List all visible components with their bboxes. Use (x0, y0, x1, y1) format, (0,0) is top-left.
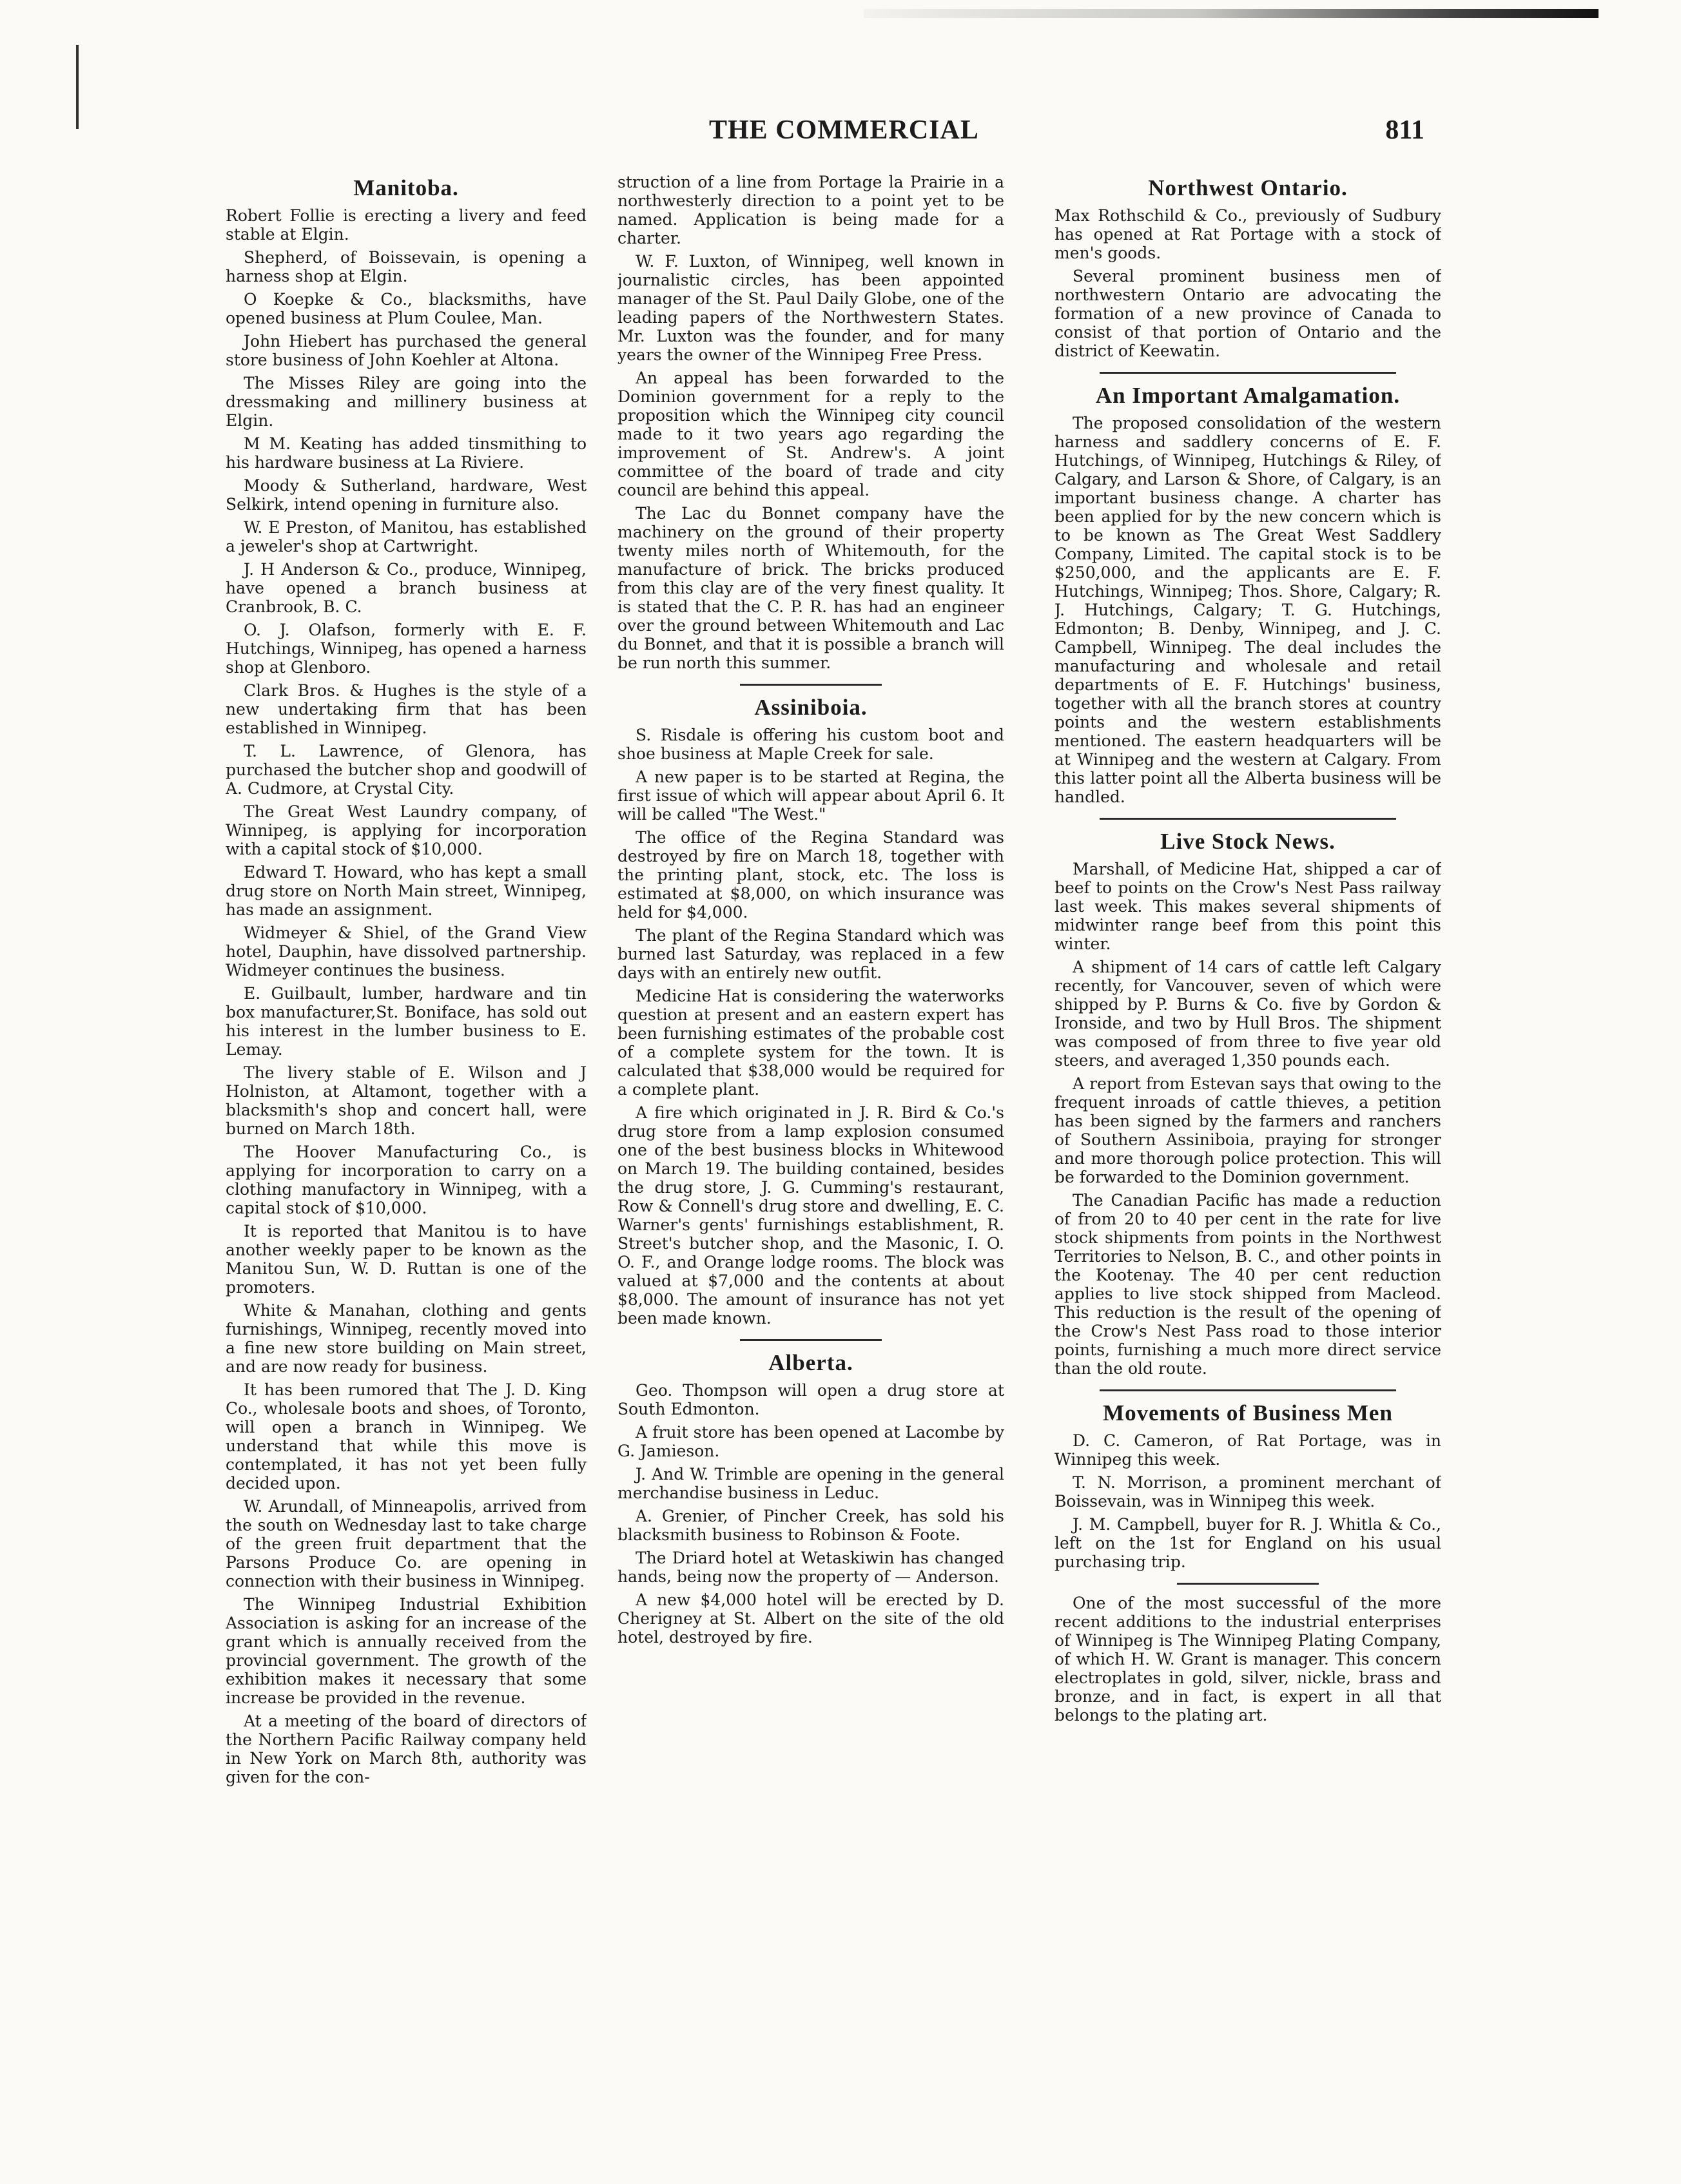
section-heading-assiniboia: Assiniboia. (754, 695, 868, 720)
margin-mark (76, 45, 79, 129)
news-item: The Canadian Pacific has made a reduction of from 20 to 40 per cent in the rate for live stock shipments from points in the Northwest Territories to Nelson, B. C., and other points in the Kootenay. The 40 per cent reduction applies to live stock shipped from Macleod. This reduction is the result of the opening of the Crow's Nest Pass road to those interior points, furnishing a much more direct service than the old route. (1054, 1191, 1441, 1378)
section-heading-manitoba: Manitoba. (353, 175, 459, 200)
section-heading-northwest-ontario: Northwest Ontario. (1148, 175, 1348, 200)
section-heading-alberta: Alberta. (768, 1350, 853, 1375)
news-item: It is reported that Manitou is to have another weekly paper to be known as the Manitou Sun, W. D. Ruttan is one of the promoters. (226, 1222, 587, 1297)
section-divider (740, 1339, 882, 1341)
news-item: J. M. Campbell, buyer for R. J. Whitla & Co., left on the 1st for England on his usual purchasing trip. (1054, 1515, 1441, 1571)
news-item: Several prominent business men of northwestern Ontario are advocating the formation of a new province of Canada to consist of that portion of Ontario and the district of Keewatin. (1054, 267, 1441, 360)
news-item: A new $4,000 hotel will be erected by D. Cherigney at St. Albert on the site of the old hotel, destroyed by fire. (617, 1590, 1004, 1647)
news-item: O. J. Olafson, formerly with E. F. Hutchings, Winnipeg, has opened a harness shop at Glenboro. (226, 621, 587, 677)
manitoba-items (226, 206, 587, 1786)
news-item: W. F. Luxton, of Winnipeg, well known in journalistic circles, has been appointed manager of the St. Paul Daily Globe, one of the leading papers of the Northwestern States. Mr. Luxton was the founder, and for many years the owner of the Winnipeg Free Press. (617, 252, 1004, 364)
news-item: W. E Preston, of Manitou, has established a jeweler's shop at Cartwright. (226, 518, 587, 556)
page-title: THE COMMERCIAL (709, 115, 979, 145)
news-item: Medicine Hat is considering the waterworks question at present and an eastern expert has been furnishing estimates of the probable cost of a complete system for the town. It is calculated that $38,000 would be required for a complete plant. (617, 987, 1004, 1099)
news-item: Edward T. Howard, who has kept a small drug store on North Main street, Winnipeg, has made an assignment. (226, 863, 587, 919)
section-divider (740, 684, 882, 686)
news-item: T. N. Morrison, a prominent merchant of Boissevain, was in Winnipeg this week. (1054, 1473, 1441, 1511)
news-item: White & Manahan, clothing and gents furnishings, Winnipeg, recently moved into a fine new store building on Main street, and are now ready for business. (226, 1301, 587, 1376)
column-manitoba (226, 173, 587, 2164)
news-item: The office of the Regina Standard was destroyed by fire on March 18, together with the printing plant, stock, etc. The loss is estimated at $8,000, on which insurance was held for $4,000. (617, 828, 1004, 922)
news-item: struction of a line from Portage la Prairie in a northwesterly direction to a point yet to be named. Application is being made for a charter. (617, 173, 1004, 247)
news-item: A report from Estevan says that owing to the frequent inroads of cattle thieves, a petition has been signed by the farmers and ranchers of Southern Assiniboia, praying for stronger and more thorough police protection. This will be forwarded to the Dominion government. (1054, 1074, 1441, 1186)
news-item: T. L. Lawrence, of Glenora, has purchased the butcher shop and goodwill of A. Cudmore, at Crystal City. (226, 742, 587, 798)
news-item: Marshall, of Medicine Hat, shipped a car of beef to points on the Crow's Nest Pass railway last week. This makes several shipments of midwinter range beef from this point this winter. (1054, 860, 1441, 953)
news-item: A new paper is to be started at Regina, the first issue of which will appear about April 6. It will be called "The West." (617, 768, 1004, 824)
news-item: A shipment of 14 cars of cattle left Calgary recently, for Vancouver, seven of which were shipped by P. Burns & Co. five by Gordon & Ironside, and two by Hull Bros. The shipment was composed of from three to five year old steers, and averaged 1,350 pounds each. (1054, 958, 1441, 1070)
news-item: At a meeting of the board of directors of the Northern Pacific Railway company held in New York on March 8th, authority was given for the con- (226, 1712, 587, 1786)
news-item: One of the most successful of the more recent additions to the industrial enterprises of Winnipeg is The Winnipeg Plating Company, of which H. W. Grant is manager. This concern electroplates in gold, silver, nickle, brass and bronze, and in fact, is expert in all that belongs to the plating art. (1054, 1594, 1441, 1725)
column-right (1054, 173, 1441, 2164)
section-divider (1100, 372, 1396, 374)
news-item: The Driard hotel at Wetaskiwin has changed hands, being now the property of — Anderson. (617, 1549, 1004, 1586)
news-item: Shepherd, of Boissevain, is opening a harness shop at Elgin. (226, 248, 587, 285)
news-item: The plant of the Regina Standard which was burned last Saturday, was replaced in a few days with an entirely new outfit. (617, 926, 1004, 982)
news-item: The Winnipeg Industrial Exhibition Association is asking for an increase of the grant which is annually received from the provincial government. The growth of the exhibition makes it necessary that some increase be provided in the revenue. (226, 1595, 587, 1707)
page-number: 811 (1385, 115, 1424, 145)
news-item: S. Risdale is offering his custom boot and shoe business at Maple Creek for sale. (617, 726, 1004, 763)
news-item: E. Guilbault, lumber, hardware and tin box manufacturer,St. Boniface, has sold out his interest in the lumber business to E. Lemay. (226, 984, 587, 1059)
section-heading-amalgamation: An Important Amalgamation. (1095, 383, 1401, 408)
section-divider (1100, 1389, 1396, 1391)
news-item: The livery stable of E. Wilson and J Holniston, at Altamont, together with a blacksmith's shop and concert hall, were burned on March 18th. (226, 1063, 587, 1138)
top-border-rule (864, 9, 1598, 18)
news-item: W. Arundall, of Minneapolis, arrived from the south on Wednesday last to take charge of the green fruit department that the Parsons Produce Co. are opening in connection with their business in Winnipeg. (226, 1497, 587, 1590)
news-item: Max Rothschild & Co., previously of Sudbury has opened at Rat Portage with a stock of men's goods. (1054, 206, 1441, 262)
news-item: O Koepke & Co., blacksmiths, have opened business at Plum Coulee, Man. (226, 290, 587, 327)
section-divider (1100, 818, 1396, 820)
news-item: Clark Bros. & Hughes is the style of a new undertaking firm that has been established in Winnipeg. (226, 681, 587, 737)
news-item: Robert Follie is erecting a livery and feed stable at Elgin. (226, 206, 587, 244)
news-item: The proposed consolidation of the western harness and saddlery concerns of E. F. Hutchings, of Winnipeg, Hutchings & Riley, of Calgary, and Larson & Shore, of Calgary, is an important business change. A charter has been applied for by the new concern which is to be known as The Great West Saddlery Company, Limited. The capital stock is to be $250,000, and the applicants are E. F. Hutchings, Winnipeg; Thos. Shore, Calgary; R. J. Hutchings, Calgary; T. G. Hutchings, Edmonton; B. Denby, Winnipeg, and J. C. Campbell, Winnipeg. The deal includes the manufacturing and wholesale and retail departments of E. F. Hutchings' business, together with all the branch stores at country points and the western establishments mentioned. The eastern headquarters will be at Winnipeg and the western at Calgary. From this latter point all the Alberta business will be handled. (1054, 414, 1441, 806)
news-item: D. C. Cameron, of Rat Portage, was in Winnipeg this week. (1054, 1431, 1441, 1469)
news-item: A fruit store has been opened at Lacombe by G. Jamieson. (617, 1423, 1004, 1460)
news-item: The Hoover Manufacturing Co., is applying for incorporation to carry on a clothing manufactory in Winnipeg, with a capital stock of $10,000. (226, 1143, 587, 1217)
news-item: The Misses Riley are going into the dressmaking and millinery business at Elgin. (226, 374, 587, 430)
news-item: Widmeyer & Shiel, of the Grand View hotel, Dauphin, have dissolved partnership. Widmeyer continues the business. (226, 923, 587, 980)
news-item: John Hiebert has purchased the general store business of John Koehler at Altona. (226, 332, 587, 369)
news-item: M M. Keating has added tinsmithing to his hardware business at La Riviere. (226, 434, 587, 472)
section-divider (1177, 1583, 1319, 1585)
news-item: J. H Anderson & Co., produce, Winnipeg, have opened a branch business at Cranbrook, B. C. (226, 560, 587, 616)
news-item: It has been rumored that The J. D. King Co., wholesale boots and shoes, of Toronto, will open a branch in Winnipeg. We understand that while this move is contemplated, it has not yet been fully decided upon. (226, 1380, 587, 1493)
news-item: An appeal has been forwarded to the Dominion government for a reply to the proposition which the Winnipeg city council made to it two years ago regarding the improvement of St. Andrew's. A joint committee of the board of trade and city council are behind this appeal. (617, 369, 1004, 499)
column-middle (617, 173, 1004, 2164)
section-heading-live-stock: Live Stock News. (1160, 829, 1336, 854)
news-item: J. And W. Trimble are opening in the general merchandise business in Leduc. (617, 1465, 1004, 1502)
news-item: A fire which originated in J. R. Bird & Co.'s drug store from a lamp explosion consumed one of the best business blocks in Whitewood on March 19. The building contained, besides the drug store, J. G. Cumming's restaurant, Row & Connell's drug store and dwelling, E. C. Warner's gents' furnishings establishment, R. Street's butcher shop, and the Masonic, I. O. O. F., and Orange lodge rooms. The block was valued at $7,000 and the contents at about $8,000. The amount of insurance has not yet been made known. (617, 1103, 1004, 1328)
news-item: The Great West Laundry company, of Winnipeg, is applying for incorporation with a capital stock of $10,000. (226, 802, 587, 858)
news-item: Moody & Sutherland, hardware, West Selkirk, intend opening in furniture also. (226, 476, 587, 514)
news-item: Geo. Thompson will open a drug store at South Edmonton. (617, 1381, 1004, 1418)
section-heading-movements: Movements of Business Men (1103, 1400, 1393, 1425)
news-item: A. Grenier, of Pincher Creek, has sold his blacksmith business to Robinson & Foote. (617, 1507, 1004, 1544)
page-header (709, 115, 1424, 153)
news-item: The Lac du Bonnet company have the machinery on the ground of their property twenty miles north of Whitemouth, for the manufacture of brick. The bricks produced from this clay are of the very finest quality. It is stated that the C. P. R. has had an engineer over the ground between Whitemouth and Lac du Bonnet, and that it is possible a branch will be run north this summer. (617, 504, 1004, 672)
